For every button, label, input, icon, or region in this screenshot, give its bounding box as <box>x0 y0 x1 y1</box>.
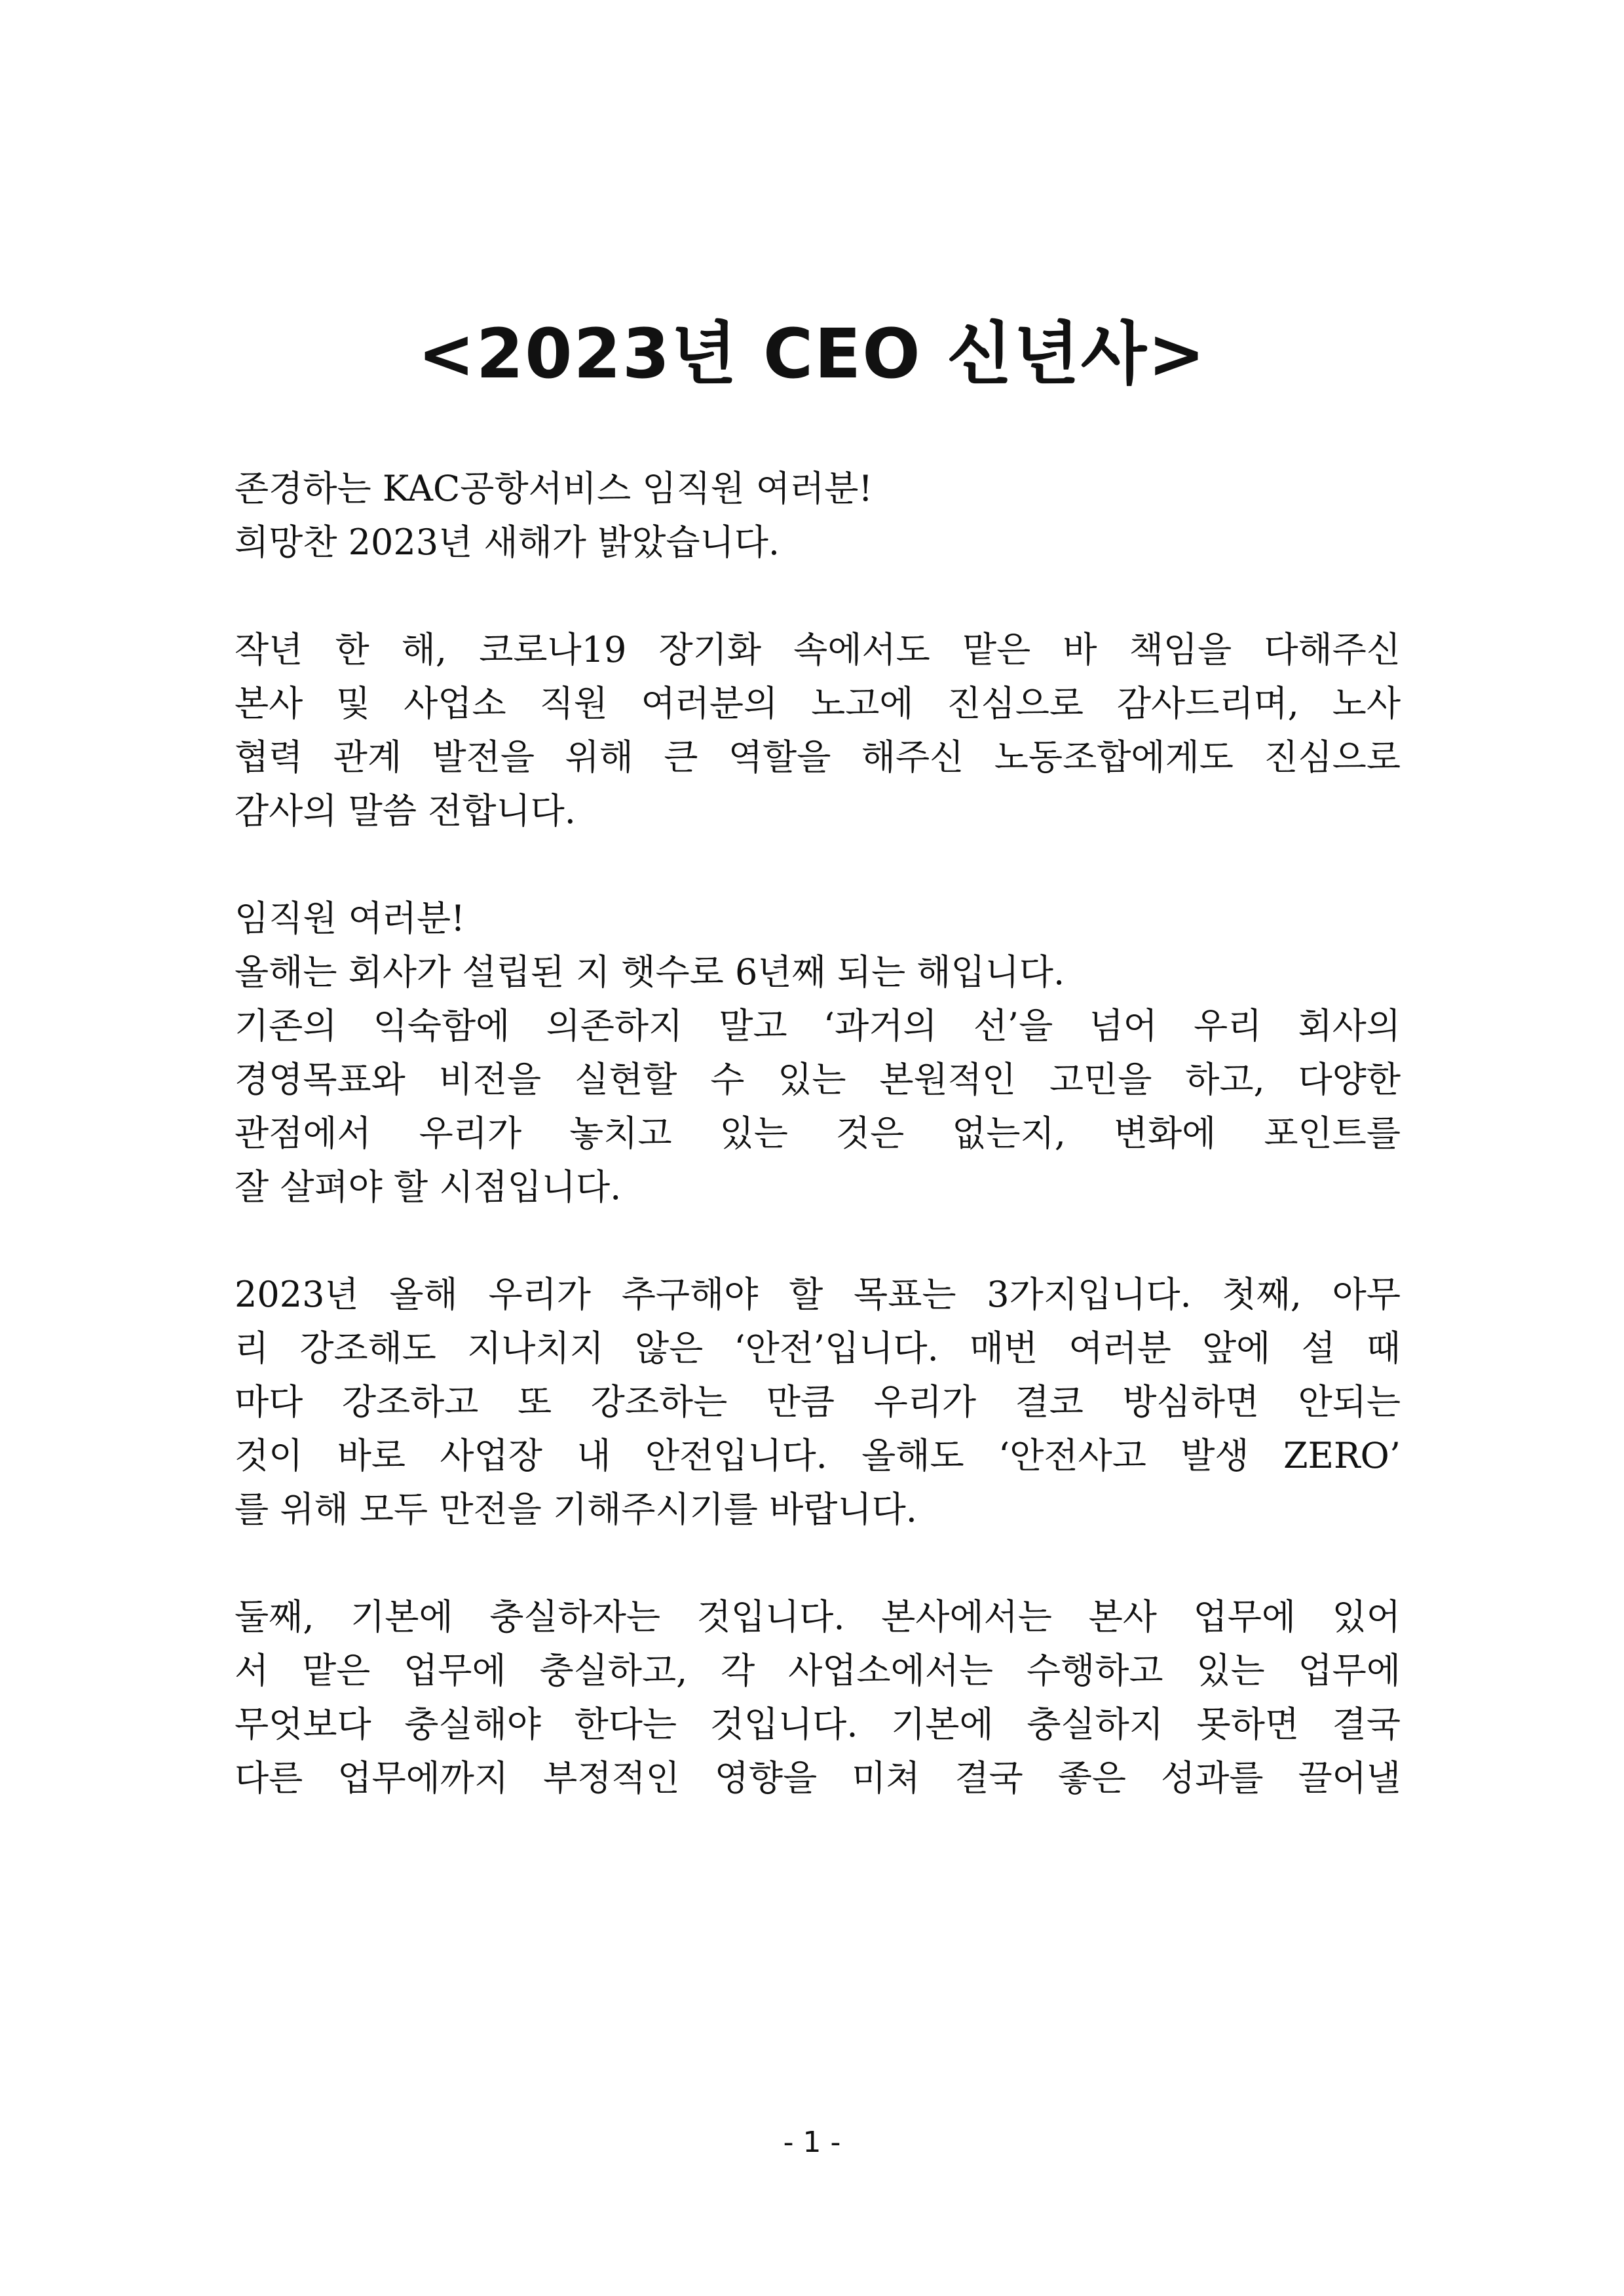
text-line: 서 맡은 업무에 충실하고, 각 사업소에서는 수행하고 있는 업무에 <box>235 1650 1401 1691</box>
paragraph-spacer <box>235 1537 1401 1590</box>
text-line: 올해는 회사가 설립된 지 햇수로 6년째 되는 해입니다. <box>235 951 1065 993</box>
text-line: 둘째, 기본에 충실하자는 것입니다. 본사에서는 본사 업무에 있어 <box>235 1596 1401 1637</box>
text-line: 희망찬 2023년 새해가 밝았습니다. <box>235 522 780 563</box>
text-line: 리 강조해도 지나치지 않은 ‘안전’입니다. 매번 여러분 앞에 설 때 <box>235 1328 1401 1369</box>
text-line: 다른 업무에까지 부정적인 영향을 미쳐 결국 좋은 성과를 끌어낼 <box>235 1757 1401 1799</box>
document-body <box>235 462 1401 1805</box>
paragraph <box>235 462 1401 569</box>
text-line: 것이 바로 사업장 내 안전입니다. 올해도 ‘안전사고 발생 ZERO’ <box>235 1435 1401 1476</box>
paragraph <box>235 892 1401 1214</box>
text-line: 마다 강조하고 또 강조하는 만큼 우리가 결코 방심하면 안되는 <box>235 1381 1401 1423</box>
paragraph-spacer <box>235 838 1401 892</box>
paragraph-spacer <box>235 1214 1401 1268</box>
text-line: 작년 한 해, 코로나19 장기화 속에서도 맡은 바 책임을 다해주신 <box>235 629 1401 670</box>
text-line: 관점에서 우리가 놓치고 있는 것은 없는지, 변화에 포인트를 <box>235 1113 1401 1154</box>
text-line: 본사 및 사업소 직원 여러분의 노고에 진심으로 감사드리며, 노사 <box>235 683 1401 724</box>
text-line: 를 위해 모두 만전을 기해주시기를 바랍니다. <box>235 1489 917 1530</box>
page-number: - 1 - <box>783 2126 841 2159</box>
text-line: 기존의 익숙함에 의존하지 말고 ‘과거의 선’을 넘어 우리 회사의 <box>235 1005 1401 1046</box>
paragraph <box>235 1268 1401 1537</box>
text-line: 잘 살펴야 할 시점입니다. <box>235 1166 622 1208</box>
text-line: 임직원 여러분! <box>235 898 465 939</box>
text-line: 무엇보다 충실해야 한다는 것입니다. 기본에 충실하지 못하면 결국 <box>235 1704 1401 1745</box>
text-line: 경영목표와 비전을 실현할 수 있는 본원적인 고민을 하고, 다양한 <box>235 1059 1401 1100</box>
paragraph-spacer <box>235 569 1401 623</box>
paragraph <box>235 623 1401 838</box>
text-line: 감사의 말씀 전합니다. <box>235 790 576 832</box>
text-line: 협력 관계 발전을 위해 큰 역할을 해주신 노동조합에게도 진심으로 <box>235 737 1401 778</box>
document-title: <2023년 CEO 신년사> <box>417 314 1207 394</box>
paragraph <box>235 1590 1401 1805</box>
text-line: 2023년 올해 우리가 추구해야 할 목표는 3가지입니다. 첫째, 아무 <box>235 1274 1401 1315</box>
text-line: 존경하는 KAC공항서비스 임직원 여러분! <box>235 468 873 509</box>
